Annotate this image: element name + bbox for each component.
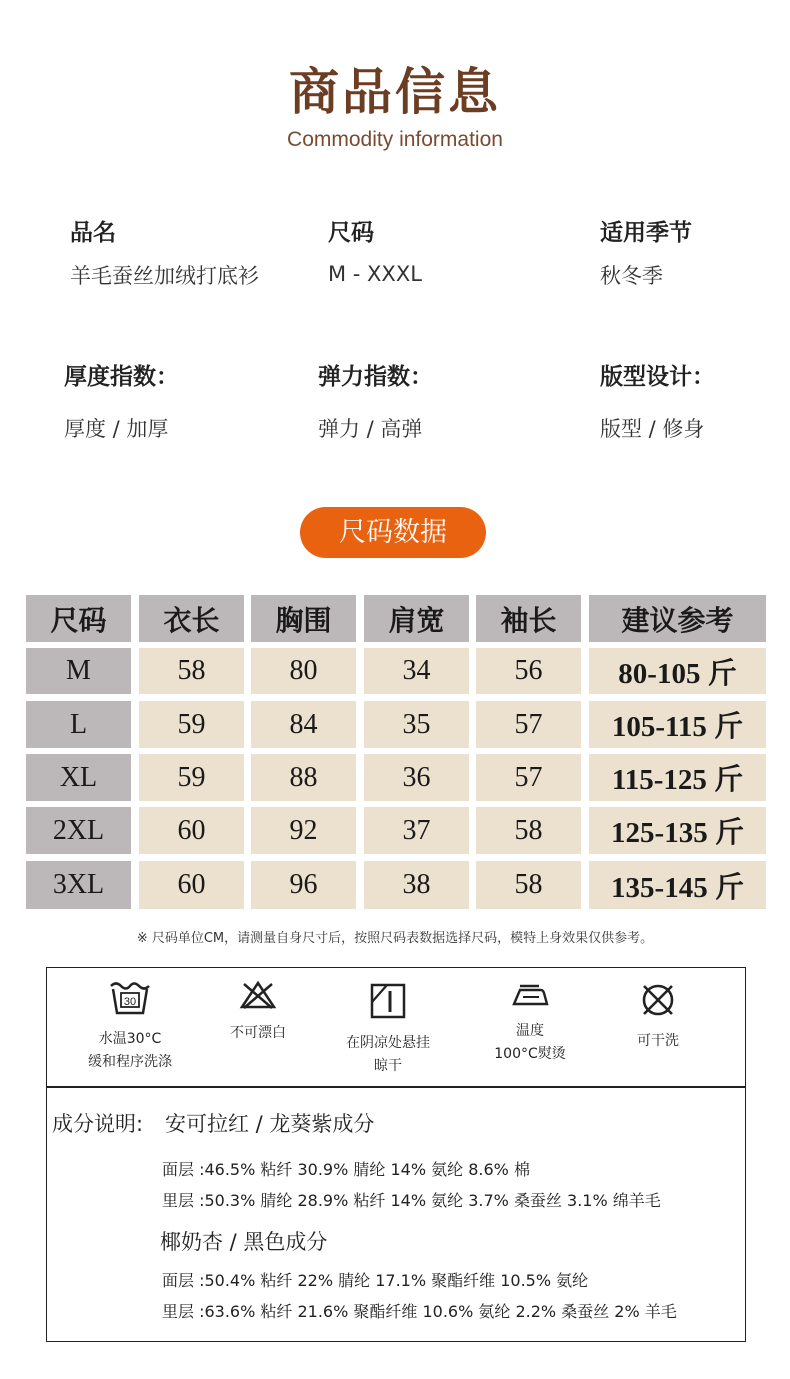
table-cell-shoulder: 38	[364, 861, 469, 909]
table-cell-shoulder: 34	[364, 648, 469, 694]
table-cell-recommend: 125-135 斤	[589, 807, 766, 854]
page-title: 商品信息	[289, 63, 501, 121]
table-cell-sleeve: 57	[476, 701, 581, 748]
table-cell-shoulder: 37	[364, 807, 469, 854]
info-value-size: M - XXXL	[328, 262, 422, 286]
info-label-thickness: 厚度指数：	[64, 364, 179, 390]
table-header-shoulder: 肩宽	[364, 595, 469, 642]
info-label-name: 品名	[70, 220, 116, 246]
info-value-elasticity: 弹力 / 高弹	[318, 417, 423, 441]
care-iron-line2: 100°C熨烫	[494, 1046, 566, 1062]
table-header-sleeve: 袖长	[476, 595, 581, 642]
care-dry-line2: 晾干	[374, 1058, 402, 1074]
size-data-badge: 尺码数据	[300, 507, 486, 558]
table-cell-chest: 84	[251, 701, 356, 748]
table-header-chest: 胸围	[251, 595, 356, 642]
table-cell-sleeve: 56	[476, 648, 581, 694]
care-wash-line2: 缓和程序洗涤	[88, 1054, 172, 1070]
composition-label: 成分说明:	[52, 1112, 144, 1136]
care-wash-line1: 水温30°C	[98, 1031, 162, 1047]
info-label-fit: 版型设计：	[600, 364, 715, 390]
table-cell-chest: 80	[251, 648, 356, 694]
table-cell-chest: 96	[251, 861, 356, 909]
table-header-size: 尺码	[26, 595, 131, 642]
wash-30-icon	[72, 980, 188, 1024]
care-item-dryclean	[612, 982, 704, 1053]
table-cell-shoulder: 36	[364, 754, 469, 801]
line-dry-shade-icon	[333, 982, 443, 1028]
composition-group2-outer: 面层 :50.4% 粘纤 22% 腈纶 17.1% 聚酯纤维 10.5% 氨纶	[162, 1271, 589, 1290]
table-cell-length: 60	[139, 807, 244, 854]
no-bleach-icon	[212, 980, 304, 1018]
care-item-dry	[333, 982, 443, 1078]
table-cell-chest: 88	[251, 754, 356, 801]
composition-group1-inner: 里层 :50.3% 腈纶 28.9% 粘纤 14% 氨纶 3.7% 桑蚕丝 3.1% 绵羊毛	[162, 1191, 661, 1210]
composition-group2-inner: 里层 :63.6% 粘纤 21.6% 聚酯纤维 10.6% 氨纶 2.2% 桑蚕丝 2% 羊毛	[162, 1302, 677, 1321]
table-cell-size: M	[26, 648, 131, 694]
wash-temp-label: 30	[123, 996, 137, 1008]
care-item-bleach	[212, 980, 304, 1045]
table-header-recommend: 建议参考	[589, 595, 766, 642]
composition-group2-title: 椰奶杏 / 黑色成分	[160, 1230, 328, 1254]
table-cell-recommend: 115-125 斤	[589, 754, 766, 801]
table-cell-sleeve: 58	[476, 861, 581, 909]
table-cell-length: 60	[139, 861, 244, 909]
table-cell-size: 3XL	[26, 861, 131, 909]
care-item-wash	[72, 980, 188, 1074]
info-value-name: 羊毛蚕丝加绒打底衫	[70, 264, 259, 288]
info-value-season: 秋冬季	[600, 264, 663, 288]
care-dryclean-line1: 可干洗	[637, 1033, 679, 1049]
care-dry-line1: 在阴凉处悬挂	[346, 1035, 430, 1051]
page-subtitle: Commodity information	[287, 128, 503, 151]
table-cell-sleeve: 57	[476, 754, 581, 801]
table-cell-length: 58	[139, 648, 244, 694]
table-cell-recommend: 135-145 斤	[589, 861, 766, 909]
info-value-thickness: 厚度 / 加厚	[64, 417, 169, 441]
table-cell-sleeve: 58	[476, 807, 581, 854]
table-cell-recommend: 80-105 斤	[589, 648, 766, 694]
info-value-fit: 版型 / 修身	[600, 417, 705, 441]
info-label-size: 尺码	[328, 220, 374, 246]
table-cell-length: 59	[139, 701, 244, 748]
care-bleach-line1: 不可漂白	[230, 1025, 286, 1041]
table-cell-chest: 92	[251, 807, 356, 854]
care-divider	[46, 1086, 746, 1088]
table-cell-shoulder: 35	[364, 701, 469, 748]
size-note: ※ 尺码单位CM，请测量自身尺寸后，按照尺码表数据选择尺码，模特上身效果仅供参考。	[136, 931, 654, 946]
table-header-length: 衣长	[139, 595, 244, 642]
table-cell-recommend: 105-115 斤	[589, 701, 766, 748]
composition-group1-outer: 面层 :46.5% 粘纤 30.9% 腈纶 14% 氨纶 8.6% 棉	[162, 1160, 530, 1179]
care-item-iron	[478, 982, 582, 1066]
table-cell-size: L	[26, 701, 131, 748]
dry-clean-icon	[612, 982, 704, 1026]
iron-icon	[478, 982, 582, 1016]
info-label-elasticity: 弹力指数：	[318, 364, 433, 390]
table-cell-length: 59	[139, 754, 244, 801]
info-label-season: 适用季节	[600, 220, 692, 246]
table-cell-size: XL	[26, 754, 131, 801]
care-iron-line1: 温度	[516, 1023, 544, 1039]
table-cell-size: 2XL	[26, 807, 131, 854]
composition-group1-title: 安可拉红 / 龙葵紫成分	[165, 1112, 375, 1136]
